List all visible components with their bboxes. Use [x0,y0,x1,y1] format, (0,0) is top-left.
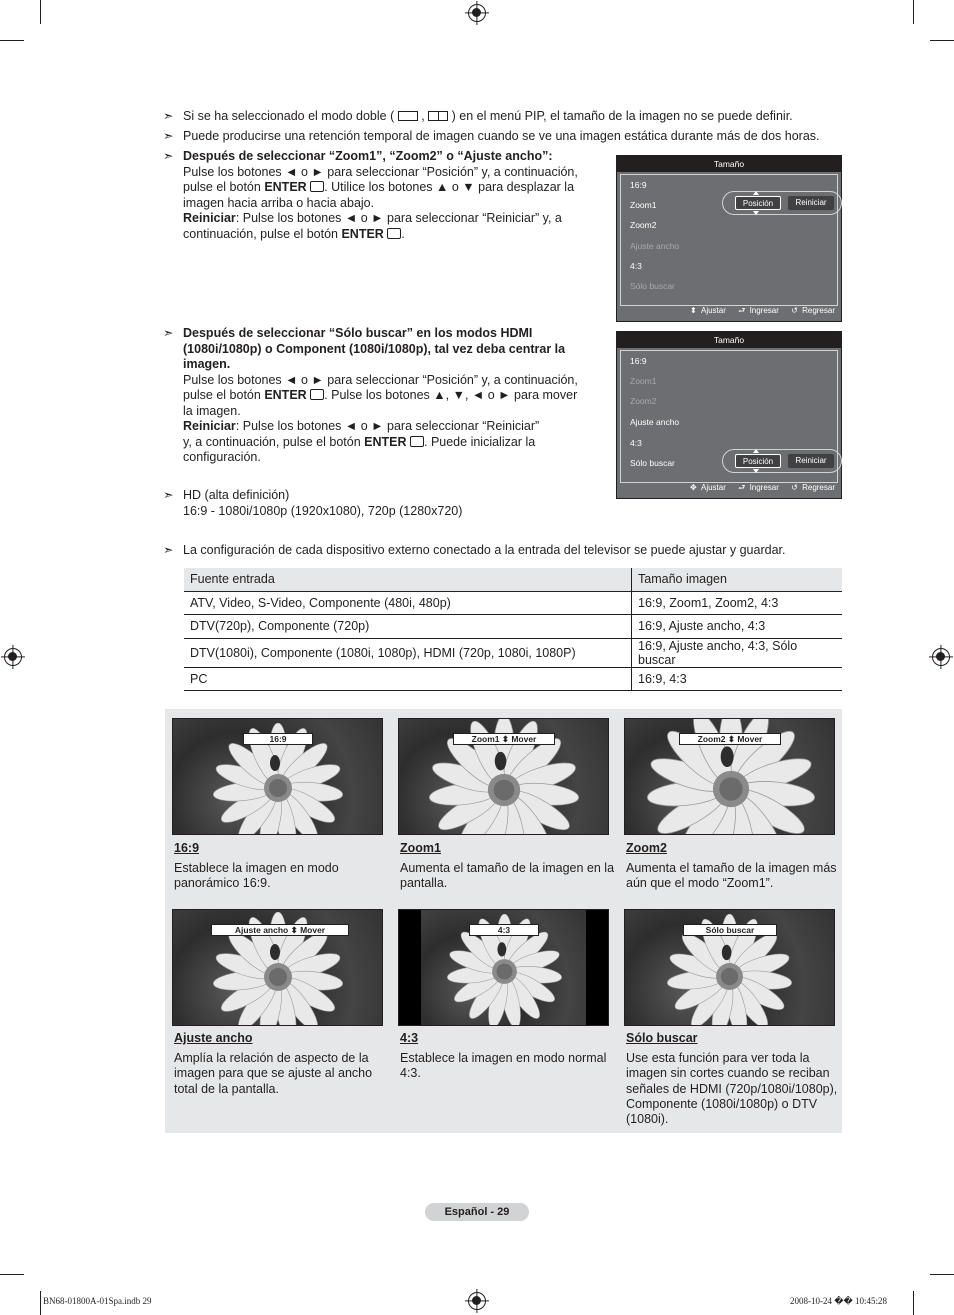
down-arrow-icon [753,211,759,215]
enter-icon [310,389,324,400]
thumbnail-solo-buscar [624,909,835,1026]
four-way-icon: ✥ [690,483,697,492]
table-cell: 16:9, 4:3 [632,667,843,691]
osd-item[interactable]: Ajuste ancho [630,241,680,251]
osd-item[interactable]: Ajuste ancho [630,417,680,427]
registration-mark-bottom [468,1292,486,1310]
page-number-label: Español - 29 [425,1203,529,1221]
table-cell: PC [184,667,632,691]
enter-icon [410,436,424,447]
slug-left: BN68-01800A-01Spa.indb 29 [43,1296,152,1306]
caption-text: Aumenta el tamaño de la imagen en la pantalla. [400,861,615,891]
thumbnail-zoom1 [398,718,609,835]
caption-ajuste-ancho [174,1031,389,1097]
caption-text: Use esta función para ver toda la imagen sin cortes cuando se reciban señales de HDMI (720p/1080i/1080p), Componente (1080i/1080p) o DTV (1080i). [626,1051,838,1127]
registration-mark-top [468,4,486,22]
osd-item[interactable]: 4:3 [630,261,642,271]
registration-mark-left [4,648,22,666]
table-cell: ATV, Video, S-Video, Componente (480i, 480p) [184,591,632,615]
osd-item[interactable]: Zoom2 [630,396,657,406]
osd-footer: ✥ Ajustar ⮐ Ingresar ↺ Regresar [690,483,835,492]
enter-icon [387,228,401,239]
table-header-cell: Tamaño imagen [632,568,843,591]
osd-item[interactable]: Sólo buscar [630,281,675,291]
mode-tag: 16:9 [243,733,313,745]
table-row [184,638,842,667]
thumbnail-16-9 [172,718,383,835]
mode-tag: 4:3 [469,924,539,936]
enter-icon: ⮐ [738,483,746,492]
reset-button[interactable]: Reiniciar [788,196,834,210]
slug-right: 2008-10-24 �� 10:45:28 [790,1296,887,1306]
caption-16-9 [174,841,389,892]
table-cell: 16:9, Ajuste ancho, 4:3, Sólo buscar [632,638,843,667]
osd-item[interactable]: Sólo buscar [630,458,675,468]
caption-text: Establece la imagen en modo panorámico 16:9. [174,861,339,891]
mode-tag: Ajuste ancho ⬍ Mover [211,924,349,936]
table-cell: DTV(720p), Componente (720p) [184,615,632,639]
caption-text: Establece la imagen en modo normal 4:3. [400,1051,607,1081]
position-button[interactable]: Posición [735,454,781,468]
caption-title: 16:9 [174,841,200,855]
osd-item[interactable]: 4:3 [630,438,642,448]
return-icon: ↺ [791,483,798,492]
pip-double-icon [428,111,448,121]
up-arrow-icon [753,449,759,453]
table-header-cell: Fuente entrada [184,568,632,591]
osd-footer: ⬍ Ajustar ⮐ Ingresar ↺ Regresar [690,306,835,315]
osd-item[interactable]: 16:9 [630,356,647,366]
caption-text: Aumenta el tamaño de la imagen más aún que el modo “Zoom1”. [626,861,837,891]
position-button[interactable]: Posición [735,196,781,210]
caption-4-3 [400,1031,615,1082]
caption-title: Zoom2 [626,841,667,855]
return-icon: ↺ [791,306,798,315]
osd-item[interactable]: Zoom1 [630,376,657,386]
table-cell: 16:9, Ajuste ancho, 4:3 [632,615,843,639]
osd-item[interactable]: Zoom1 [630,200,657,210]
up-arrow-icon [753,191,759,195]
updown-icon: ⬍ [690,306,697,315]
caption-title: 4:3 [400,1031,419,1045]
caption-text: Amplía la relación de aspecto de la imagen para que se ajuste al ancho total de la pantalla. [174,1051,373,1096]
caption-zoom1 [400,841,615,892]
enter-icon [310,181,324,192]
caption-title: Sólo buscar [626,1031,698,1045]
table-cell: DTV(1080i), Componente (1080i, 1080p), HDMI (720p, 1080i, 1080P) [184,638,632,667]
osd-item[interactable]: Zoom2 [630,220,657,230]
osd-title: Tamaño [617,332,841,348]
mode-tag: Zoom2 ⬍ Mover [679,733,781,745]
caption-solo-buscar [626,1031,841,1127]
table-row [184,591,842,615]
mode-tag: Sólo buscar [683,924,777,936]
caption-title: Ajuste ancho [174,1031,253,1045]
thumbnail-4-3 [398,909,609,1026]
caption-title: Zoom1 [400,841,441,855]
enter-icon: ⮐ [738,306,746,315]
table-row [184,615,842,639]
reset-button[interactable]: Reiniciar [788,454,834,468]
pip-single-icon [398,111,418,121]
osd-size-menu-1 [616,155,842,322]
registration-mark-right [932,648,950,666]
thumbnail-zoom2 [624,718,835,835]
mode-tag: Zoom1 ⬍ Mover [453,733,555,745]
osd-title: Tamaño [617,156,841,172]
table-row [184,667,842,691]
table-header-row [184,568,842,591]
osd-size-menu-2 [616,331,842,499]
source-size-table [184,568,842,691]
table-cell: 16:9, Zoom1, Zoom2, 4:3 [632,591,843,615]
osd-item[interactable]: 16:9 [630,180,647,190]
down-arrow-icon [753,469,759,473]
thumbnail-ajuste-ancho [172,909,383,1026]
caption-zoom2 [626,841,841,892]
